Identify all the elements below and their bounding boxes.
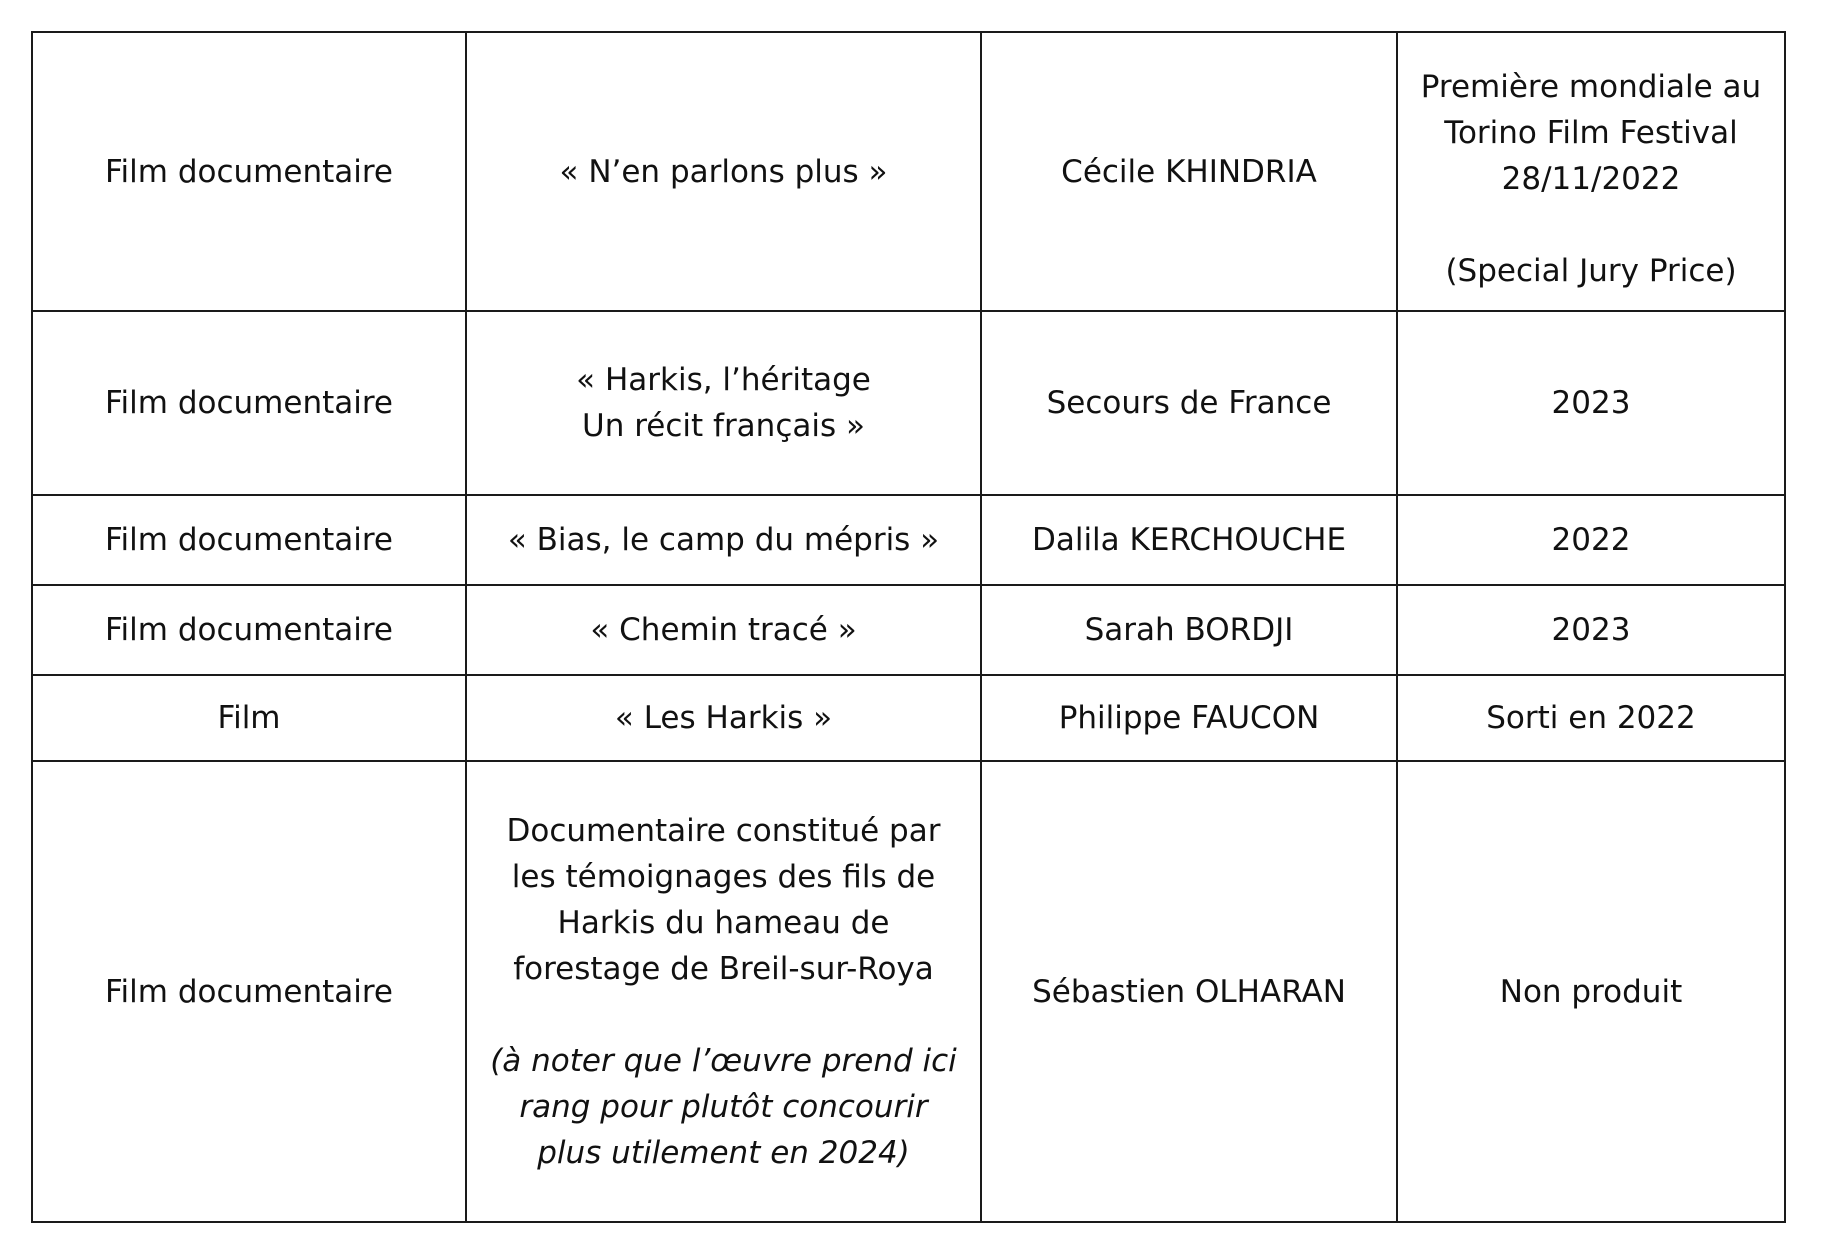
work-author-cell [981,675,1397,761]
work-title-cell [466,495,981,585]
work-title-note-line: plus utilement en 2024) [537,1134,910,1171]
work-author: Sébastien OLHARAN [1032,973,1346,1010]
work-author: Dalila KERCHOUCHE [1031,522,1347,558]
work-type-cell [32,761,466,1222]
work-status: 2023 [1551,612,1631,648]
work-status-cell [1397,495,1785,585]
work-type-cell [32,311,466,495]
work-title-cell [466,585,981,675]
work-author: Cécile KHINDRIA [1061,153,1317,190]
table-row [32,761,1785,1222]
work-author: Secours de France [1046,385,1332,421]
work-author-cell [981,32,1397,311]
work-title-note-line: (à noter que l’œuvre prend ici [490,1042,957,1079]
work-status-cell [1397,761,1785,1222]
work-status: 2022 [1551,522,1631,558]
work-title-cell [466,32,981,311]
works-table [31,31,1786,1223]
line-gap [481,992,966,1038]
work-status-cell [1397,311,1785,495]
work-title-cell [466,675,981,761]
work-type: Film documentaire [104,612,393,648]
work-status-line: Première mondiale au [1420,68,1762,105]
work-type: Film [217,700,281,736]
work-status-cell [1397,585,1785,675]
work-type-cell [32,495,466,585]
table-row [32,32,1785,311]
work-status: 2023 [1551,385,1631,421]
work-title-line: Un récit français » [582,408,865,444]
work-status-cell [1397,675,1785,761]
work-title-cell [466,761,981,1222]
work-author-cell [981,585,1397,675]
table-row [32,495,1785,585]
work-title-line: les témoignages des fils de [511,858,936,895]
work-title: « Bias, le camp du mépris » [507,522,940,558]
work-type-cell [32,32,466,311]
work-status-line: 28/11/2022 [1501,160,1681,197]
work-type: Film documentaire [104,385,393,421]
work-type-cell [32,675,466,761]
work-title: « Les Harkis » [614,700,833,736]
work-status: Non produit [1499,973,1683,1010]
work-title: « Chemin tracé » [590,612,857,648]
work-status-note: (Special Jury Price) [1445,252,1737,289]
work-title: « N’en parlons plus » [559,153,888,190]
table-row [32,585,1785,675]
work-title-cell [466,311,981,495]
work-type: Film documentaire [104,153,393,190]
work-type: Film documentaire [104,522,393,558]
work-author-cell [981,761,1397,1222]
work-title-line: Harkis du hameau de [557,904,890,941]
work-status-cell [1397,32,1785,311]
work-title-line: « Harkis, l’héritage [576,362,871,398]
work-title-note-line: rang pour plutôt concourir [519,1088,928,1125]
table-row [32,675,1785,761]
work-author-cell [981,311,1397,495]
work-type-cell [32,585,466,675]
work-author: Philippe FAUCON [1058,700,1320,736]
work-title-line: forestage de Breil-sur-Roya [513,950,934,987]
work-status-line: Torino Film Festival [1444,114,1738,151]
table-row [32,311,1785,495]
work-status: Sorti en 2022 [1486,700,1696,736]
work-title-line: Documentaire constitué par [506,812,941,849]
work-author-cell [981,495,1397,585]
work-author: Sarah BORDJI [1084,612,1294,648]
work-type: Film documentaire [104,973,393,1010]
line-gap [1412,202,1770,248]
